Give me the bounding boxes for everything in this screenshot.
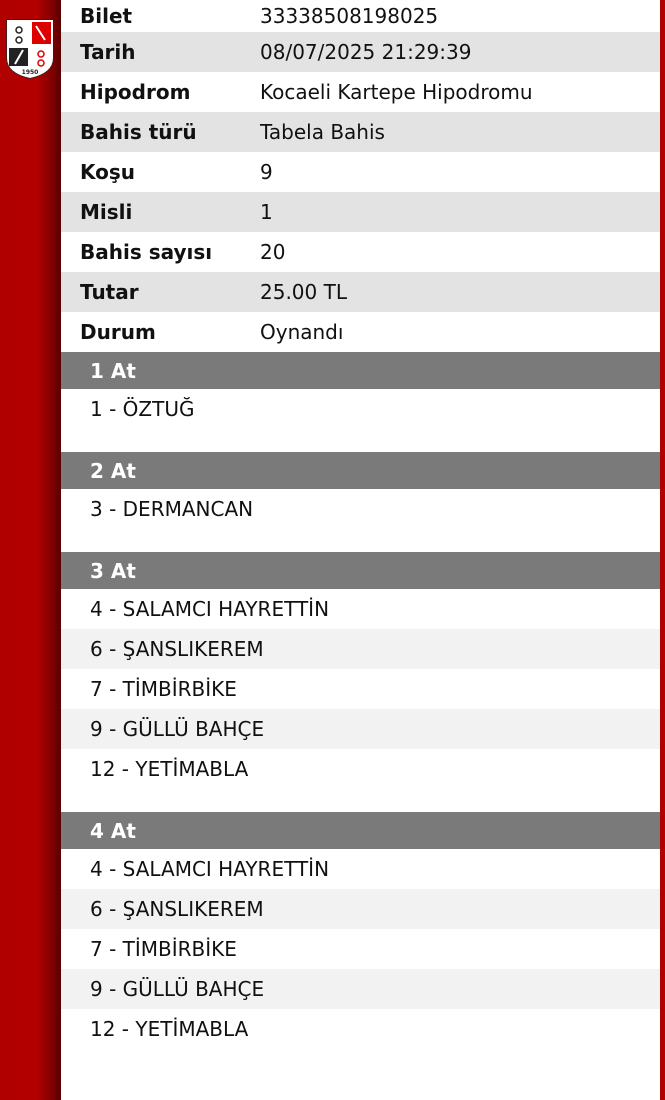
horse-section xyxy=(61,452,660,552)
ticket-row xyxy=(61,232,660,272)
ticket-row-value: 9 xyxy=(260,160,273,184)
horse-item: 4 - SALAMCI HAYRETTİN xyxy=(90,857,330,881)
horse-sections xyxy=(61,352,660,1072)
ticket-row xyxy=(61,192,660,232)
section-header: 1 At xyxy=(61,352,660,389)
ticket-row-value: Tabela Bahis xyxy=(260,120,385,144)
section-header: 2 At xyxy=(61,452,660,489)
horse-item: 9 - GÜLLÜ BAHÇE xyxy=(61,709,660,749)
svg-text:1950: 1950 xyxy=(21,69,39,76)
horse-section xyxy=(61,812,660,1072)
horse-item: 7 - TİMBİRBİKE xyxy=(90,677,237,701)
horse-item: 7 - TİMBİRBİKE xyxy=(90,937,237,961)
horse-item: 3 - DERMANCAN xyxy=(90,497,254,521)
ticket-row xyxy=(61,112,660,152)
horse-item: 6 - ŞANSLIKEREM xyxy=(61,889,660,929)
section-spacer xyxy=(61,429,660,452)
ticket-row-value: 25.00 TL xyxy=(260,280,347,304)
horse-section xyxy=(61,352,660,452)
section-spacer xyxy=(61,1049,660,1072)
ticket-row xyxy=(61,152,660,192)
section-header: 4 At xyxy=(61,812,660,849)
section-spacer xyxy=(61,529,660,552)
ticket-row xyxy=(61,272,660,312)
left-brand-bar xyxy=(0,0,61,1100)
ticket-row-value: 33338508198025 xyxy=(260,4,439,28)
section-spacer xyxy=(61,789,660,812)
ticket-row xyxy=(61,72,660,112)
ticket-row xyxy=(61,0,660,32)
ticket-row-label: Koşu xyxy=(80,160,136,184)
ticket-row-value: Kocaeli Kartepe Hipodromu xyxy=(260,80,533,104)
ticket-row-label: Bahis sayısı xyxy=(80,240,213,264)
horse-item: 12 - YETİMABLA xyxy=(90,757,249,781)
horse-item: 6 - ŞANSLIKEREM xyxy=(61,629,660,669)
ticket-row xyxy=(61,32,660,72)
ticket-row-label: Misli xyxy=(80,200,133,224)
right-edge-bar xyxy=(660,0,665,1100)
club-logo xyxy=(5,18,55,80)
ticket-row-label: Hipodrom xyxy=(80,80,191,104)
ticket-row-value: 1 xyxy=(260,200,273,224)
horse-item: 12 - YETİMABLA xyxy=(90,1017,249,1041)
ticket-row-label: Bahis türü xyxy=(80,120,197,144)
ticket-row-label: Tarih xyxy=(80,40,136,64)
ticket-row-label: Tutar xyxy=(80,280,139,304)
horse-section xyxy=(61,552,660,812)
section-header: 3 At xyxy=(61,552,660,589)
ticket-row xyxy=(61,312,660,352)
horse-item: 9 - GÜLLÜ BAHÇE xyxy=(61,969,660,1009)
ticket-row-value: 08/07/2025 21:29:39 xyxy=(260,40,472,64)
horse-item: 1 - ÖZTUĞ xyxy=(90,397,195,421)
ticket-content xyxy=(61,0,660,1072)
ticket-row-value: 20 xyxy=(260,240,286,264)
ticket-row-label: Bilet xyxy=(80,4,133,28)
ticket-row-value: Oynandı xyxy=(260,320,344,344)
ticket-info-table xyxy=(61,0,660,352)
ticket-row-label: Durum xyxy=(80,320,156,344)
horse-item: 4 - SALAMCI HAYRETTİN xyxy=(90,597,330,621)
